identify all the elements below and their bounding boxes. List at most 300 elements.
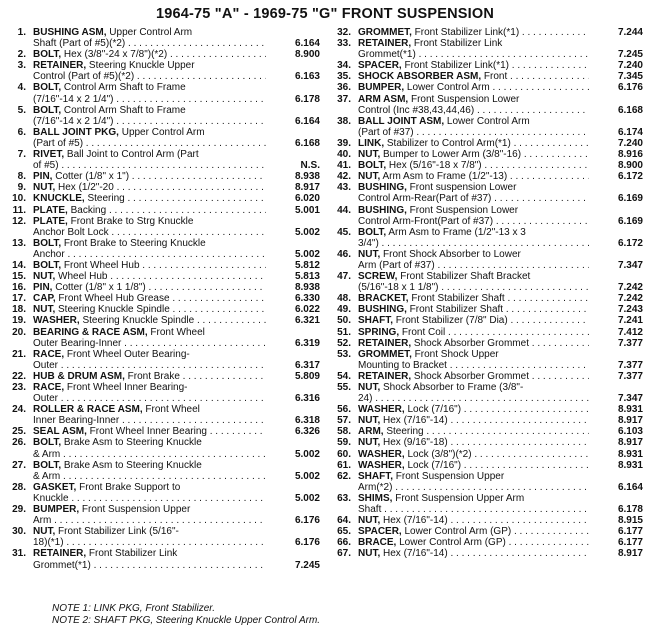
description-line: [358, 437, 589, 448]
part-name: NUT,: [33, 304, 56, 316]
catalog-number: 7.245: [294, 559, 320, 571]
description-line: [33, 227, 266, 238]
catalog-number: 5.001: [294, 204, 320, 216]
part-detail: Front Stabilizer Link: [411, 38, 503, 50]
page-title: 1964-75 "A" - 1969-75 "G" FRONT SUSPENSION: [155, 6, 495, 22]
part-name: ARM,: [358, 426, 384, 438]
part-row: [330, 160, 643, 171]
part-row: [5, 60, 320, 82]
part-description: [33, 526, 266, 548]
part-name: RETAINER,: [33, 548, 87, 560]
part-number-index: 18.: [12, 304, 26, 316]
catalog-number: 6.176: [294, 537, 320, 549]
part-name: BOLT,: [33, 237, 62, 249]
part-description: [358, 116, 589, 138]
description-line: [33, 94, 266, 105]
description-line: [358, 449, 589, 460]
part-number-index: 22.: [12, 370, 26, 382]
part-number-index: 35.: [337, 71, 351, 83]
part-description: [33, 327, 266, 349]
part-row: [5, 27, 320, 49]
part-detail: Shock Absorber to Frame (3/8"-: [380, 382, 524, 393]
part-detail: Front Suspension Upper Arm: [392, 492, 525, 504]
catalog-number: 7.377: [617, 370, 643, 382]
part-row: [330, 426, 643, 437]
part-name: SHAFT,: [358, 470, 393, 482]
part-number-index: 13.: [12, 237, 26, 249]
part-row: [330, 60, 643, 71]
part-name: BOLT,: [33, 459, 62, 471]
part-number-index: 61.: [337, 459, 351, 471]
part-detail: Grommet(*1): [358, 49, 416, 61]
description-line: [358, 260, 589, 271]
catalog-number: 8.938: [294, 282, 320, 294]
part-detail: Outer Bearing-Inner: [33, 337, 122, 349]
catalog-number: 8.900: [617, 160, 643, 172]
part-name: PIN,: [33, 171, 53, 183]
part-row: [5, 504, 320, 526]
part-detail: Front Stabilizer Shaft Bracket: [397, 271, 531, 283]
catalog-number: 6.169: [617, 215, 643, 227]
part-description: [33, 60, 266, 82]
part-description: [33, 82, 266, 104]
catalog-number: N.S.: [300, 160, 320, 172]
catalog-number: 6.164: [294, 115, 320, 127]
part-detail: Front Stabilizer Link(*1): [411, 27, 520, 38]
description-line: [358, 171, 589, 182]
part-detail: Brake Asm to Steering Knuckle: [61, 459, 202, 471]
description-line: [358, 138, 589, 149]
catalog-number: 6.316: [294, 393, 320, 405]
part-description: [358, 160, 589, 171]
part-row: [330, 293, 643, 304]
part-row: [330, 437, 643, 448]
catalog-number: 8.917: [617, 548, 643, 560]
part-detail: Steering: [383, 426, 424, 438]
description-line: [33, 249, 266, 260]
part-detail: Backing: [67, 204, 107, 216]
part-description: [358, 27, 589, 38]
part-number-index: 48.: [337, 293, 351, 305]
catalog-number: 7.240: [617, 137, 643, 149]
part-description: [358, 404, 589, 415]
part-row: [5, 327, 320, 349]
description-line: [33, 493, 266, 504]
description-line: [33, 504, 266, 515]
part-name: RETAINER,: [358, 370, 412, 382]
catalog-number: 8.938: [294, 171, 320, 183]
part-description: [358, 371, 589, 382]
part-detail: Control Arm-Front(Part of #37): [358, 215, 494, 227]
part-detail: 3/4"): [358, 237, 379, 249]
part-description: [358, 437, 589, 448]
part-description: [358, 449, 589, 460]
part-description: [33, 171, 266, 182]
catalog-number: 6.178: [617, 504, 643, 516]
part-detail: 24): [358, 393, 373, 405]
part-detail: Front Brake Support to: [76, 481, 181, 493]
description-line: [358, 49, 589, 60]
description-line: [33, 116, 266, 127]
description-line: [33, 293, 266, 304]
part-number-index: 34.: [337, 60, 351, 72]
part-row: [5, 216, 320, 238]
part-name: BOLT,: [33, 104, 62, 116]
part-number-index: 5.: [17, 104, 26, 116]
part-name: SPACER,: [358, 60, 402, 72]
part-name: BALL JOINT ASM,: [358, 115, 445, 127]
catalog-number: 5.002: [294, 492, 320, 504]
part-number-index: 42.: [337, 171, 351, 183]
part-name: GASKET,: [33, 481, 77, 493]
part-name: BOLT,: [33, 49, 62, 61]
catalog-number: 6.176: [294, 515, 320, 527]
part-name: HUB & DRUM ASM,: [33, 370, 125, 382]
part-detail: Shock Absorber Grommet: [411, 370, 529, 382]
catalog-number: 6.330: [294, 293, 320, 305]
part-detail: Front Stabilizer Link(*1): [401, 60, 509, 72]
part-description: [358, 537, 589, 548]
catalog-number: 6.177: [617, 526, 643, 538]
part-detail: Front Brake to Strg Knuckle: [67, 215, 194, 227]
catalog-number: 6.318: [294, 415, 320, 427]
catalog-number: 7.377: [617, 359, 643, 371]
part-description: [358, 149, 589, 160]
part-row: [330, 537, 643, 548]
part-number-index: 31.: [12, 548, 26, 560]
part-description: [358, 349, 589, 371]
description-line: [358, 537, 589, 548]
part-row: [5, 437, 320, 459]
part-name: WASHER,: [33, 315, 80, 327]
part-description: [33, 149, 266, 171]
part-number-index: 63.: [337, 492, 351, 504]
part-number-index: 4.: [17, 82, 26, 94]
description-line: [358, 415, 589, 426]
part-detail: Lower Control Arm (GP): [396, 537, 506, 549]
part-detail: Front: [481, 71, 508, 83]
part-detail: Steering Knuckle Spindle: [55, 304, 170, 316]
part-row: [330, 548, 643, 559]
part-description: [33, 460, 266, 482]
part-number-index: 57.: [337, 415, 351, 427]
part-name: NUT,: [358, 437, 381, 449]
part-row: [330, 94, 643, 116]
catalog-number: 6.317: [294, 359, 320, 371]
part-row: [5, 282, 320, 293]
part-description: [358, 182, 589, 204]
part-number-index: 2.: [17, 49, 26, 61]
part-row: [330, 371, 643, 382]
description-line: [358, 460, 589, 471]
part-number-index: 45.: [337, 226, 351, 238]
catalog-number: 6.172: [617, 171, 643, 183]
part-name: BUSHING ASM,: [33, 27, 107, 38]
part-number-index: 9.: [17, 182, 26, 194]
part-row: [330, 116, 643, 138]
part-number-index: 47.: [337, 271, 351, 283]
part-number-index: 46.: [337, 248, 351, 260]
description-line: [358, 71, 589, 82]
part-detail: Steering Knuckle Upper: [86, 60, 195, 72]
description-line: [358, 160, 589, 171]
part-detail: Steering: [84, 193, 125, 205]
part-detail: Front Coil: [399, 326, 446, 338]
part-description: [358, 293, 589, 304]
description-line: [33, 471, 266, 482]
part-number-index: 56.: [337, 404, 351, 416]
part-detail: Anchor Bolt Lock: [33, 226, 109, 238]
part-name: RETAINER,: [358, 38, 412, 50]
part-description: [358, 138, 589, 149]
description-line: [33, 404, 266, 415]
part-name: BOLT,: [33, 437, 62, 449]
part-description: [358, 515, 589, 526]
catalog-number: 8.900: [294, 49, 320, 61]
part-description: [358, 71, 589, 82]
description-line: [33, 82, 266, 93]
part-number-index: 39.: [337, 137, 351, 149]
part-detail: Hex (7/16"-14): [380, 415, 448, 427]
catalog-number: 7.347: [617, 393, 643, 405]
description-line: [33, 160, 266, 171]
description-line: [33, 105, 266, 116]
part-number-index: 24.: [12, 404, 26, 416]
part-detail: Cotter (1/8" x 1 1/8"): [52, 282, 146, 294]
description-line: [33, 60, 266, 71]
description-line: [358, 249, 589, 260]
description-line: [358, 238, 589, 249]
part-number-index: 58.: [337, 426, 351, 438]
part-description: [33, 371, 266, 382]
description-line: [33, 182, 266, 193]
part-name: SPACER,: [358, 526, 402, 538]
part-name: BOLT,: [33, 259, 62, 271]
part-number-index: 20.: [12, 326, 26, 338]
part-number-index: 11.: [12, 204, 26, 216]
description-line: [358, 282, 589, 293]
part-number-index: 41.: [337, 160, 351, 172]
part-description: [33, 404, 266, 426]
description-line: [33, 149, 266, 160]
part-name: PLATE,: [33, 215, 68, 227]
part-detail: of #5): [33, 160, 59, 172]
part-description: [33, 382, 266, 404]
part-number-index: 25.: [12, 426, 26, 438]
catalog-number: 7.245: [617, 49, 643, 61]
part-detail: Front Shock Absorber to Lower: [380, 248, 521, 260]
part-description: [33, 504, 266, 526]
part-detail: Lower Control Arm (GP): [401, 526, 512, 538]
description-line: [33, 371, 266, 382]
part-description: [358, 548, 589, 559]
catalog-number: 6.168: [617, 104, 643, 116]
description-line: [358, 504, 589, 515]
part-description: [358, 460, 589, 471]
part-row: [330, 71, 643, 82]
catalog-number: 5.809: [294, 370, 320, 382]
description-line: [358, 127, 589, 138]
description-line: [358, 382, 589, 393]
part-description: [33, 127, 266, 149]
description-line: [33, 548, 266, 559]
part-row: [5, 304, 320, 315]
catalog-number: 6.172: [617, 237, 643, 249]
description-line: [33, 515, 266, 526]
part-number-index: 38.: [337, 115, 351, 127]
part-description: [358, 94, 589, 116]
part-number-index: 26.: [12, 437, 26, 449]
part-name: BUSHING,: [358, 182, 407, 194]
part-number-index: 23.: [12, 382, 26, 393]
part-name: BUSHING,: [358, 204, 407, 216]
part-name: SEAL ASM,: [33, 426, 87, 438]
description-line: [358, 38, 589, 49]
part-description: [33, 293, 266, 304]
catalog-number: 6.020: [294, 193, 320, 205]
part-description: [358, 493, 589, 515]
description-line: [358, 293, 589, 304]
description-line: [33, 38, 266, 49]
description-line: [358, 27, 589, 38]
description-line: [33, 360, 266, 371]
part-description: [33, 49, 266, 60]
part-description: [358, 338, 589, 349]
part-detail: Lower Control Arm: [444, 115, 530, 127]
catalog-number: 7.242: [617, 282, 643, 294]
part-row: [5, 349, 320, 371]
part-row: [330, 182, 643, 204]
part-number-index: 27.: [12, 459, 26, 471]
part-row: [5, 127, 320, 149]
part-row: [5, 426, 320, 437]
catalog-number: 7.240: [617, 60, 643, 72]
part-detail: & Arm: [33, 470, 61, 482]
part-number-index: 7.: [17, 149, 26, 161]
part-name: NUT,: [33, 182, 56, 194]
part-description: [33, 271, 266, 282]
part-description: [33, 205, 266, 216]
part-detail: Lock (7/16"): [404, 459, 462, 471]
description-line: [358, 94, 589, 105]
part-row: [330, 304, 643, 315]
part-row: [5, 315, 320, 326]
part-detail: Lock (3/8")(*2): [404, 448, 472, 460]
part-description: [358, 526, 589, 537]
part-row: [5, 548, 320, 570]
part-detail: Front Wheel Hub Grease: [55, 293, 170, 305]
part-description: [33, 193, 266, 204]
description-line: [358, 227, 589, 238]
part-row: [5, 293, 320, 304]
catalog-number: 5.002: [294, 248, 320, 260]
part-detail: Arm Asm to Frame (1/2"-13): [380, 171, 508, 183]
catalog-number: 6.174: [617, 126, 643, 138]
catalog-number: 8.931: [617, 448, 643, 460]
part-name: SHAFT,: [358, 315, 393, 327]
description-line: [33, 71, 266, 82]
description-line: [358, 315, 589, 326]
part-detail: Shaft: [358, 504, 382, 516]
part-row: [330, 38, 643, 60]
part-detail: Upper Control Arm: [106, 27, 193, 38]
part-row: [330, 327, 643, 338]
description-line: [33, 260, 266, 271]
description-line: [33, 282, 266, 293]
part-number-index: 49.: [337, 304, 351, 316]
part-detail: Outer: [33, 393, 59, 405]
part-detail: Front Suspension Upper: [393, 470, 505, 482]
note-1: NOTE 1: LINK PKG, Front Stabilizer.: [52, 603, 216, 614]
part-row: [5, 260, 320, 271]
description-line: [33, 526, 266, 537]
part-row: [5, 149, 320, 171]
part-description: [358, 304, 589, 315]
part-name: ARM ASM,: [358, 93, 409, 105]
description-line: [33, 271, 266, 282]
part-description: [33, 304, 266, 315]
catalog-number: 6.319: [294, 337, 320, 349]
part-number-index: 14.: [12, 259, 26, 271]
description-line: [33, 327, 266, 338]
part-name: SHIMS,: [358, 492, 393, 504]
catalog-number: 6.176: [617, 82, 643, 94]
part-row: [5, 182, 320, 193]
part-detail: Front Shock Upper: [411, 348, 499, 360]
description-line: [358, 182, 589, 193]
parts-column-left: [5, 27, 320, 571]
catalog-number: 7.347: [617, 259, 643, 271]
description-line: [33, 482, 266, 493]
part-detail: (7/16"-14 x 2 1/4"): [33, 115, 114, 127]
catalog-number: 8.917: [617, 437, 643, 449]
part-row: [330, 471, 643, 493]
part-row: [330, 149, 643, 160]
part-name: RACE,: [33, 382, 65, 393]
part-row: [330, 171, 643, 182]
part-detail: Front suspension Lower: [406, 182, 517, 194]
part-detail: Hex (1/2"-20: [55, 182, 114, 194]
part-name: RETAINER,: [33, 60, 87, 72]
part-description: [33, 282, 266, 293]
part-number-index: 43.: [337, 182, 351, 194]
part-number-index: 64.: [337, 515, 351, 527]
part-detail: Hex (7/16"-14): [380, 515, 448, 527]
description-line: [358, 526, 589, 537]
part-row: [330, 315, 643, 326]
part-detail: Upper Control Arm: [118, 126, 205, 138]
part-description: [33, 349, 266, 371]
part-detail: Brake Asm to Steering Knuckle: [61, 437, 202, 449]
part-number-index: 44.: [337, 204, 351, 216]
part-detail: (7/16"-14 x 2 1/4"): [33, 93, 114, 105]
part-description: [358, 426, 589, 437]
part-detail: Front Suspension Upper: [79, 504, 191, 516]
part-number-index: 30.: [12, 526, 26, 538]
part-detail: Hex (7/16"-14): [380, 548, 448, 560]
catalog-number: 7.412: [617, 326, 643, 338]
part-number-index: 1.: [17, 27, 26, 38]
part-detail: Front Stabilizer Shaft: [408, 293, 505, 305]
part-number-index: 8.: [17, 171, 26, 183]
part-number-index: 6.: [17, 126, 26, 138]
description-line: [358, 338, 589, 349]
part-number-index: 16.: [12, 282, 26, 294]
part-name: PLATE,: [33, 204, 68, 216]
description-line: [358, 393, 589, 404]
part-row: [330, 338, 643, 349]
part-number-index: 66.: [337, 537, 351, 549]
